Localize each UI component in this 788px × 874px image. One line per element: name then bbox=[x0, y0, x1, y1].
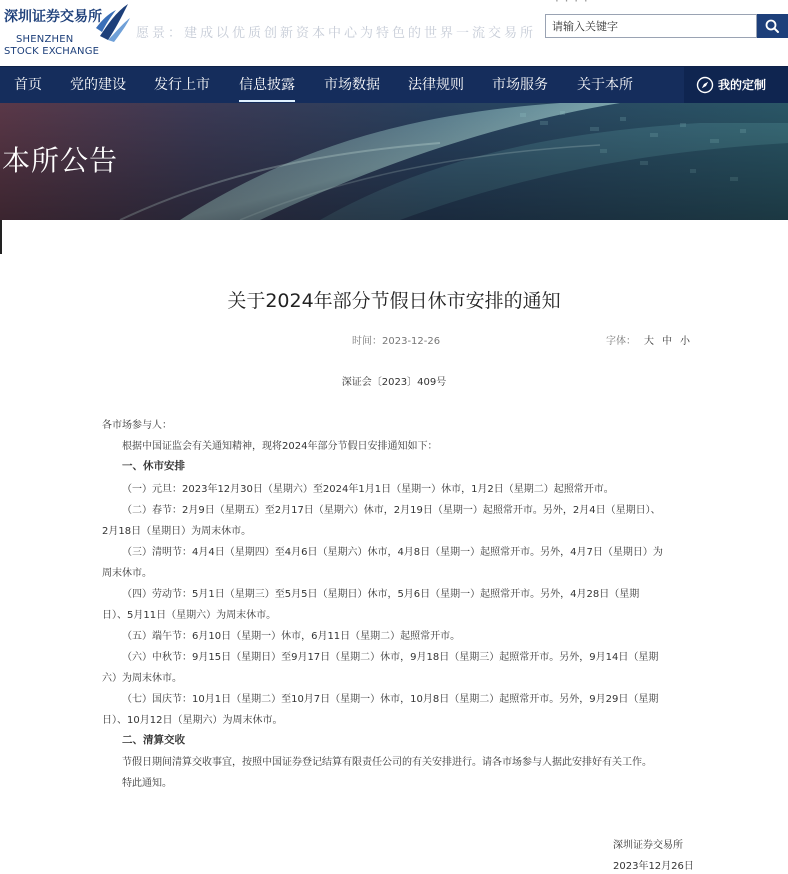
logo-mark-icon bbox=[94, 2, 132, 42]
my-custom-button[interactable] bbox=[684, 67, 788, 104]
page-banner bbox=[0, 103, 788, 220]
salutation: 各市场参与人： bbox=[102, 420, 172, 431]
nav-item-party-building[interactable]: 党的建设 bbox=[70, 77, 126, 93]
holiday-national-day: （七）国庆节：10月1日（星期二）至10月7日（星期一）休市，10月8日（星期二）起照常开市。另外，9月29日（星期 bbox=[122, 694, 659, 705]
font-size-small[interactable]: 小 bbox=[680, 336, 690, 347]
font-size-control bbox=[606, 332, 690, 347]
holiday-qingming: （三）清明节：4月4日（星期四）至4月6日（星期六）休市，4月8日（星期一）起照常开市。另外，4月7日（星期日）为 bbox=[122, 547, 663, 558]
signature-date: 2023年12月26日 bbox=[613, 861, 694, 872]
section-heading-closure: 一、休市安排 bbox=[122, 460, 185, 472]
site-header bbox=[0, 0, 788, 66]
closing-line: 特此通知。 bbox=[122, 778, 172, 789]
nav-item-about[interactable]: 关于本所 bbox=[577, 77, 633, 93]
font-size-medium[interactable]: 中 bbox=[662, 336, 672, 347]
search-input[interactable] bbox=[545, 14, 757, 38]
font-size-label: 字体： bbox=[606, 336, 636, 347]
nav-item-listing[interactable]: 发行上市 bbox=[154, 77, 210, 93]
nav-item-home[interactable]: 首页 bbox=[14, 77, 42, 93]
szse-logo[interactable] bbox=[4, 4, 134, 60]
logo-name-en-line2: STOCK EXCHANGE bbox=[4, 46, 100, 57]
holiday-labor-day: （四）劳动节：5月1日（星期三）至5月5日（星期日）休市，5月6日（星期一）起照常开市。另外，4月28日（星期 bbox=[122, 589, 640, 600]
banner-background bbox=[0, 103, 788, 220]
publish-time: 时间：2023-12-26 bbox=[352, 336, 441, 347]
holiday-mid-autumn: （六）中秋节：9月15日（星期日）至9月17日（星期二）休市，9月18日（星期三）起照常开市。另外，9月14日（星期 bbox=[122, 652, 659, 663]
holiday-national-day-cont: 日）、10月12日（星期六）为周末休市。 bbox=[102, 715, 283, 726]
banner-title: 本所公告 bbox=[2, 144, 119, 177]
settlement-paragraph: 节假日期间清算交收事宜，按照中国证券登记结算有限责任公司的有关安排进行。请各市场参与人据此安排好有关工作。 bbox=[122, 757, 652, 768]
nav-item-market-data[interactable]: 市场数据 bbox=[324, 77, 380, 93]
holiday-qingming-cont: 周末休市。 bbox=[102, 568, 152, 579]
font-size-large[interactable]: 大 bbox=[644, 336, 654, 347]
my-custom-label: 我的定制 bbox=[718, 78, 767, 92]
signature-org: 深圳证券交易所 bbox=[613, 840, 683, 851]
holiday-mid-autumn-cont: 六）为周末休市。 bbox=[102, 673, 182, 684]
holiday-labor-day-cont: 日）、5月11日（星期六）为周末休市。 bbox=[102, 610, 277, 621]
logo-name-en-line1: SHENZHEN bbox=[16, 34, 74, 45]
holiday-dragon-boat: （五）端午节：6月10日（星期一）休市，6月11日（星期二）起照常开市。 bbox=[122, 631, 461, 642]
holiday-spring-festival-cont: 2月18日（星期日）为周末休市。 bbox=[102, 526, 252, 537]
nav-item-services[interactable]: 市场服务 bbox=[492, 77, 548, 93]
document-number: 深证会〔2023〕409号 bbox=[341, 377, 447, 388]
vision-slogan: 愿景：建成以优质创新资本中心为特色的世界一流交易所 bbox=[136, 26, 537, 41]
divider bbox=[0, 220, 2, 254]
intro-paragraph: 根据中国证监会有关通知精神，现将2024年部分节假日安排通知如下： bbox=[122, 441, 438, 452]
nav-item-disclosure[interactable]: 信息披露 bbox=[239, 67, 295, 104]
main-nav bbox=[0, 66, 788, 104]
search-icon bbox=[757, 14, 788, 38]
compass-icon bbox=[696, 76, 714, 94]
nav-item-rules[interactable]: 法律规则 bbox=[408, 77, 464, 93]
article-title: 关于2024年部分节假日休市安排的通知 bbox=[227, 290, 561, 312]
top-utility-links[interactable]: · · · · bbox=[555, 0, 589, 8]
holiday-new-year: （一）元旦：2023年12月30日（星期六）至2024年1月1日（星期一）休市，1月2日（星期二）起照常开市。 bbox=[122, 484, 614, 495]
logo-name-cn: 深圳证券交易所 bbox=[4, 9, 102, 25]
holiday-spring-festival: （二）春节：2月9日（星期五）至2月17日（星期六）休市，2月19日（星期一）起照常开市。另外，2月4日（星期日）、 bbox=[122, 505, 661, 516]
search-button[interactable] bbox=[757, 14, 788, 38]
section-heading-settlement: 二、清算交收 bbox=[122, 734, 185, 746]
